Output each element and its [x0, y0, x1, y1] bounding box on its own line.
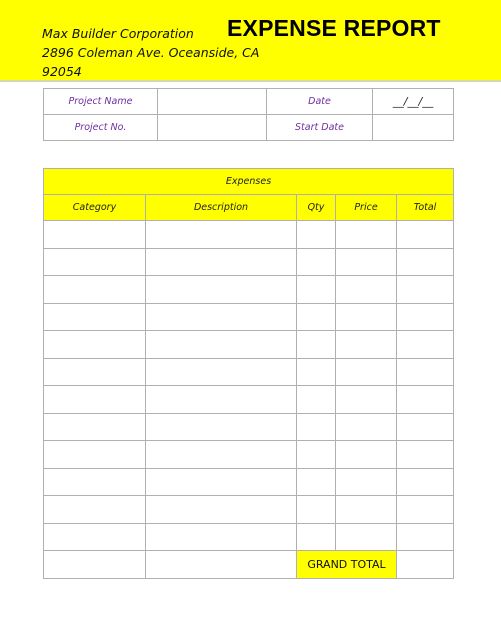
price-cell[interactable] [336, 413, 397, 441]
category-cell[interactable] [44, 386, 146, 414]
category-cell[interactable] [44, 523, 146, 551]
total-cell[interactable] [397, 386, 454, 414]
price-cell[interactable] [336, 496, 397, 524]
expense-row [44, 331, 454, 359]
description-cell[interactable] [146, 441, 297, 469]
category-cell[interactable] [44, 331, 146, 359]
category-cell[interactable] [44, 303, 146, 331]
qty-cell[interactable] [297, 276, 336, 304]
project-name-label: Project Name [44, 89, 158, 115]
total-cell[interactable] [397, 276, 454, 304]
qty-cell[interactable] [297, 468, 336, 496]
price-cell[interactable] [336, 523, 397, 551]
description-cell[interactable] [146, 523, 297, 551]
qty-cell[interactable] [297, 523, 336, 551]
total-cell[interactable] [397, 248, 454, 276]
category-cell[interactable] [44, 248, 146, 276]
category-cell[interactable] [44, 358, 146, 386]
category-cell[interactable] [44, 468, 146, 496]
description-cell[interactable] [146, 468, 297, 496]
project-no-field[interactable] [158, 115, 267, 141]
description-cell[interactable] [146, 248, 297, 276]
expense-row [44, 468, 454, 496]
expense-row [44, 523, 454, 551]
page-title: EXPENSE REPORT [227, 15, 441, 41]
price-cell[interactable] [336, 358, 397, 386]
total-cell[interactable] [397, 523, 454, 551]
price-cell[interactable] [336, 221, 397, 249]
description-cell[interactable] [146, 496, 297, 524]
total-cell[interactable] [397, 496, 454, 524]
total-cell[interactable] [397, 441, 454, 469]
qty-cell[interactable] [297, 441, 336, 469]
column-header-description: Description [146, 195, 297, 221]
qty-cell[interactable] [297, 331, 336, 359]
expense-row [44, 413, 454, 441]
description-cell[interactable] [146, 303, 297, 331]
qty-cell[interactable] [297, 413, 336, 441]
column-header-category: Category [44, 195, 146, 221]
project-info-table [43, 88, 454, 141]
expense-row [44, 221, 454, 249]
qty-cell[interactable] [297, 221, 336, 249]
expense-row [44, 358, 454, 386]
total-cell[interactable] [397, 221, 454, 249]
column-header-price: Price [336, 195, 397, 221]
expense-row [44, 276, 454, 304]
qty-cell[interactable] [297, 496, 336, 524]
total-cell[interactable] [397, 413, 454, 441]
total-cell[interactable] [397, 303, 454, 331]
category-cell[interactable] [44, 276, 146, 304]
price-cell[interactable] [336, 276, 397, 304]
date-label: Date [267, 89, 373, 115]
description-cell[interactable] [146, 331, 297, 359]
grand-total-value[interactable] [397, 551, 454, 579]
category-cell[interactable] [44, 441, 146, 469]
date-field[interactable]: __/__/__ [373, 89, 454, 115]
expense-row [44, 303, 454, 331]
price-cell[interactable] [336, 468, 397, 496]
qty-cell[interactable] [297, 358, 336, 386]
total-cell[interactable] [397, 358, 454, 386]
price-cell[interactable] [336, 441, 397, 469]
price-cell[interactable] [336, 331, 397, 359]
column-header-qty: Qty [297, 195, 336, 221]
start-date-field[interactable] [373, 115, 454, 141]
price-cell[interactable] [336, 248, 397, 276]
expense-row [44, 496, 454, 524]
company-street: 2896 Coleman Ave. Oceanside, CA [42, 45, 260, 60]
header-band [0, 0, 501, 82]
qty-cell[interactable] [297, 303, 336, 331]
total-cell[interactable] [397, 468, 454, 496]
description-cell[interactable] [146, 386, 297, 414]
category-cell[interactable] [44, 413, 146, 441]
expenses-table [43, 168, 454, 579]
company-zip: 92054 [42, 64, 82, 79]
column-header-total: Total [397, 195, 454, 221]
description-cell[interactable] [146, 221, 297, 249]
grand-total-label: GRAND TOTAL [297, 551, 397, 579]
description-cell[interactable] [146, 358, 297, 386]
expense-row [44, 441, 454, 469]
project-no-label: Project No. [44, 115, 158, 141]
expense-row [44, 248, 454, 276]
expenses-caption: Expenses [44, 169, 454, 195]
total-cell[interactable] [397, 331, 454, 359]
price-cell[interactable] [336, 386, 397, 414]
grand-total-blank-cell [146, 551, 297, 579]
expense-row [44, 386, 454, 414]
category-cell[interactable] [44, 221, 146, 249]
qty-cell[interactable] [297, 248, 336, 276]
grand-total-blank-cell [44, 551, 146, 579]
price-cell[interactable] [336, 303, 397, 331]
start-date-label: Start Date [267, 115, 373, 141]
qty-cell[interactable] [297, 386, 336, 414]
company-name: Max Builder Corporation [42, 26, 194, 41]
category-cell[interactable] [44, 496, 146, 524]
description-cell[interactable] [146, 413, 297, 441]
description-cell[interactable] [146, 276, 297, 304]
project-name-field[interactable] [158, 89, 267, 115]
